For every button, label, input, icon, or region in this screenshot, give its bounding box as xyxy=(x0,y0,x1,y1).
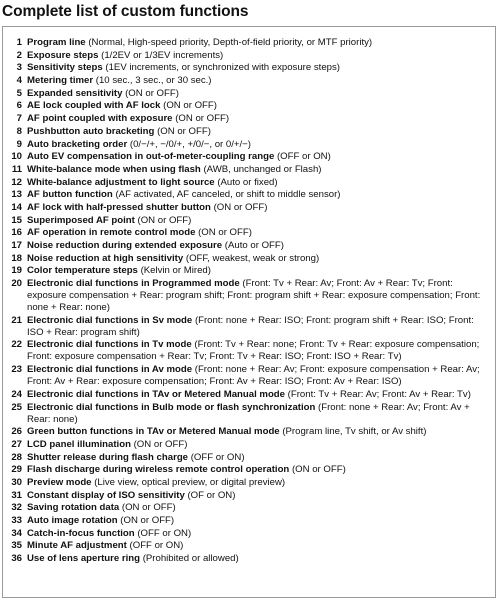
item-text xyxy=(27,88,495,100)
function-name: Green button functions in TAv or Metered Manual mode xyxy=(27,426,280,438)
item-number: 25 xyxy=(11,401,22,413)
item-text xyxy=(27,240,495,252)
list-item xyxy=(3,364,495,388)
item-text xyxy=(27,189,495,201)
function-options: (Program line, Tv shift, or Av shift) xyxy=(282,426,427,438)
list-item xyxy=(3,464,495,476)
function-name: AF point coupled with exposure xyxy=(27,113,173,125)
item-text xyxy=(27,339,495,363)
item-text xyxy=(27,139,495,151)
list-item xyxy=(3,88,495,100)
item-text xyxy=(27,426,495,438)
item-number: 35 xyxy=(11,540,22,552)
item-text xyxy=(27,553,495,565)
item-number: 24 xyxy=(11,388,22,400)
function-name: Exposure steps xyxy=(27,49,99,61)
item-number: 13 xyxy=(11,189,22,201)
item-text xyxy=(27,490,495,502)
item-number: 10 xyxy=(11,151,22,163)
function-options: (OFF, weakest, weak or strong) xyxy=(185,252,320,264)
function-name: Noise reduction at high sensitivity xyxy=(27,252,184,264)
item-text xyxy=(27,265,495,277)
list-item xyxy=(3,426,495,438)
item-number: 7 xyxy=(16,113,22,125)
function-name: LCD panel illumination xyxy=(27,438,131,450)
list-item xyxy=(3,439,495,451)
item-text xyxy=(27,477,495,489)
item-number: 6 xyxy=(16,100,22,112)
function-options: (ON or OFF) xyxy=(175,113,230,125)
function-name: White-balance mode when using flash xyxy=(27,163,201,175)
item-number: 17 xyxy=(11,240,22,251)
list-item xyxy=(3,113,495,125)
list-item xyxy=(3,515,495,527)
item-number: 32 xyxy=(11,502,22,514)
item-number: 12 xyxy=(11,176,22,188)
function-options: (Kelvin or Mired) xyxy=(140,265,211,277)
item-number: 30 xyxy=(11,476,22,488)
function-name: Minute AF adjustment xyxy=(27,540,127,552)
item-text xyxy=(27,177,495,189)
function-options: (Auto or fixed) xyxy=(217,176,278,188)
function-name: Electronic dial functions in Bulb mode or flash synchronization xyxy=(27,401,316,413)
item-text xyxy=(27,227,495,239)
function-name: White-balance adjustment to light source xyxy=(27,176,215,188)
item-text xyxy=(27,515,495,527)
list-item xyxy=(3,253,495,265)
list-item xyxy=(3,151,495,163)
function-options: (OFF or ON) xyxy=(129,540,184,552)
function-name: Sensitivity steps xyxy=(27,62,103,74)
function-options: (0/−/+, −/0/+, +/0/−, or 0/+/−) xyxy=(129,138,251,150)
list-item xyxy=(3,202,495,214)
list-item xyxy=(3,189,495,201)
item-number: 36 xyxy=(11,553,22,565)
function-name: Auto image rotation xyxy=(27,515,118,526)
function-name: AF lock with half-pressed shutter button xyxy=(27,201,211,213)
item-number: 34 xyxy=(11,527,22,539)
item-text xyxy=(27,100,495,112)
function-name: AF operation in remote control mode xyxy=(27,227,196,239)
function-name: Electronic dial functions in Sv mode xyxy=(27,314,193,326)
item-text xyxy=(27,402,495,426)
item-number: 20 xyxy=(11,278,22,290)
list-item xyxy=(3,452,495,464)
item-text xyxy=(27,37,495,49)
function-options: (AF activated, AF canceled, or shift to middle sensor) xyxy=(115,189,341,201)
list-item xyxy=(3,62,495,74)
function-options: (AWB, unchanged or Flash) xyxy=(203,163,322,175)
item-number: 3 xyxy=(16,62,22,74)
function-options: (10 sec., 3 sec., or 30 sec.) xyxy=(95,75,212,87)
function-name: AF button function xyxy=(27,189,113,201)
function-options: (Front: none + Rear: Av; Front: exposure compensation + Rear: Av; Front: Av + Rear: exposure compensation; Front: Av + Rear: ISO; Front: Av + Rear: ISO) xyxy=(27,364,480,388)
function-options: (1/2EV or 1/3EV increments) xyxy=(101,49,224,61)
item-text xyxy=(27,528,495,540)
item-text xyxy=(27,502,495,514)
item-text xyxy=(27,278,495,314)
function-options: (Front: Tv + Rear: Av; Front: Av + Rear: Tv) xyxy=(287,388,471,400)
item-number: 26 xyxy=(11,426,22,438)
list-item xyxy=(3,227,495,239)
function-options: (Front: Tv + Rear: Av; Front: Av + Rear: Tv; Front: exposure compensation + Rear: program shift; Front: program shift + Rear: exposure compensation; Front: none + Rear: none) xyxy=(27,278,481,314)
function-name: Flash discharge during wireless remote control operation xyxy=(27,464,290,476)
item-text xyxy=(27,75,495,87)
function-name: Saving rotation data xyxy=(27,502,120,514)
list-item xyxy=(3,215,495,227)
item-number: 19 xyxy=(11,265,22,277)
function-options: (Front: Tv + Rear: none; Front: Tv + Rear: exposure compensation; Front: exposure compensation + Rear: Tv; Front: Tv + Rear: ISO; Front: ISO + Rear: Tv) xyxy=(27,339,480,363)
function-options: (Front: none + Rear: ISO; Front: program shift + Rear: ISO; Front: ISO + Rear: program shift) xyxy=(27,314,474,338)
list-item xyxy=(3,240,495,252)
item-text xyxy=(27,215,495,227)
list-item xyxy=(3,477,495,489)
item-number: 21 xyxy=(11,314,22,326)
item-number: 18 xyxy=(11,252,22,264)
function-options: (ON or OFF) xyxy=(133,438,188,450)
item-text xyxy=(27,202,495,214)
item-number: 5 xyxy=(16,87,22,99)
custom-functions-list xyxy=(3,37,495,566)
function-name: Use of lens aperture ring xyxy=(27,553,141,565)
function-name: Noise reduction during extended exposure xyxy=(27,240,223,251)
function-options: (ON or OFF) xyxy=(137,214,192,226)
function-options: (ON or OFF) xyxy=(120,515,175,526)
function-name: Auto EV compensation in out-of-meter-coupling range xyxy=(27,151,275,163)
item-number: 28 xyxy=(11,451,22,463)
function-name: Electronic dial functions in Tv mode xyxy=(27,339,192,351)
function-name: Pushbutton auto bracketing xyxy=(27,125,155,137)
item-text xyxy=(27,113,495,125)
function-options: (Normal, High-speed priority, Depth-of-field priority, or MTF priority) xyxy=(88,37,373,48)
function-options: (ON or OFF) xyxy=(121,502,176,514)
function-name: Expanded sensitivity xyxy=(27,87,123,99)
item-number: 15 xyxy=(11,214,22,226)
item-number: 33 xyxy=(11,515,22,526)
function-options: (Front: none + Rear: Av; Front: Av + Rear: none) xyxy=(27,401,470,425)
item-number: 22 xyxy=(11,339,22,351)
item-text xyxy=(27,253,495,265)
list-item xyxy=(3,177,495,189)
list-item xyxy=(3,389,495,401)
list-item xyxy=(3,139,495,151)
function-name: AE lock coupled with AF lock xyxy=(27,100,161,112)
function-name: Electronic dial functions in TAv or Metered Manual mode xyxy=(27,388,285,400)
list-item xyxy=(3,37,495,49)
list-item xyxy=(3,315,495,339)
function-options: (ON or OFF) xyxy=(163,100,217,112)
list-item xyxy=(3,540,495,552)
list-item xyxy=(3,278,495,314)
item-text xyxy=(27,62,495,74)
item-number: 11 xyxy=(11,163,22,175)
list-item xyxy=(3,50,495,62)
item-text xyxy=(27,50,495,62)
list-item xyxy=(3,553,495,565)
item-text xyxy=(27,389,495,401)
page-title: Complete list of custom functions xyxy=(2,3,249,20)
list-item xyxy=(3,490,495,502)
item-text xyxy=(27,151,495,163)
function-options: (Live view, optical preview, or digital preview) xyxy=(94,476,286,488)
list-item xyxy=(3,339,495,363)
item-text xyxy=(27,364,495,388)
function-options: (OFF or ON) xyxy=(190,451,245,463)
function-options: (1EV increments, or synchronized with exposure steps) xyxy=(105,62,341,74)
function-options: (Auto or OFF) xyxy=(224,240,284,251)
function-name: Superimposed AF point xyxy=(27,214,135,226)
function-options: (ON or OFF) xyxy=(198,227,252,239)
item-text xyxy=(27,126,495,138)
function-options: (Prohibited or allowed) xyxy=(142,553,239,565)
item-text xyxy=(27,164,495,176)
function-options: (ON or OFF) xyxy=(125,87,179,99)
item-number: 27 xyxy=(11,438,22,450)
list-item xyxy=(3,402,495,426)
item-text xyxy=(27,540,495,552)
item-number: 14 xyxy=(11,201,22,213)
item-number: 31 xyxy=(11,489,22,501)
item-text xyxy=(27,464,495,476)
function-options: (ON or OFF) xyxy=(157,125,211,137)
list-item xyxy=(3,265,495,277)
item-number: 16 xyxy=(11,227,22,239)
item-number: 9 xyxy=(16,138,22,150)
function-options: (ON or OFF) xyxy=(291,464,346,476)
list-item xyxy=(3,100,495,112)
item-number: 1 xyxy=(16,37,22,48)
function-options: (ON or OFF) xyxy=(213,201,268,213)
list-item xyxy=(3,164,495,176)
function-options: (OFF or ON) xyxy=(276,151,331,163)
list-item xyxy=(3,528,495,540)
list-item xyxy=(3,75,495,87)
function-options: (OF or ON) xyxy=(187,489,236,501)
function-name: Metering timer xyxy=(27,75,94,87)
function-name: Color temperature steps xyxy=(27,265,138,277)
function-name: Auto bracketing order xyxy=(27,138,128,150)
item-number: 29 xyxy=(11,464,22,476)
item-text xyxy=(27,452,495,464)
item-number: 8 xyxy=(16,125,22,137)
item-text xyxy=(27,315,495,339)
functions-panel xyxy=(2,26,496,598)
function-options: (OFF or ON) xyxy=(137,527,192,539)
item-number: 2 xyxy=(16,49,22,61)
function-name: Electronic dial functions in Programmed mode xyxy=(27,278,240,290)
function-name: Electronic dial functions in Av mode xyxy=(27,364,193,376)
item-number: 4 xyxy=(16,75,22,87)
function-name: Program line xyxy=(27,37,86,48)
item-text xyxy=(27,439,495,451)
function-name: Shutter release during flash charge xyxy=(27,451,189,463)
list-item xyxy=(3,502,495,514)
function-name: Constant display of ISO sensitivity xyxy=(27,489,185,501)
list-item xyxy=(3,126,495,138)
function-name: Preview mode xyxy=(27,476,92,488)
function-name: Catch-in-focus function xyxy=(27,527,135,539)
item-number: 23 xyxy=(11,364,22,376)
